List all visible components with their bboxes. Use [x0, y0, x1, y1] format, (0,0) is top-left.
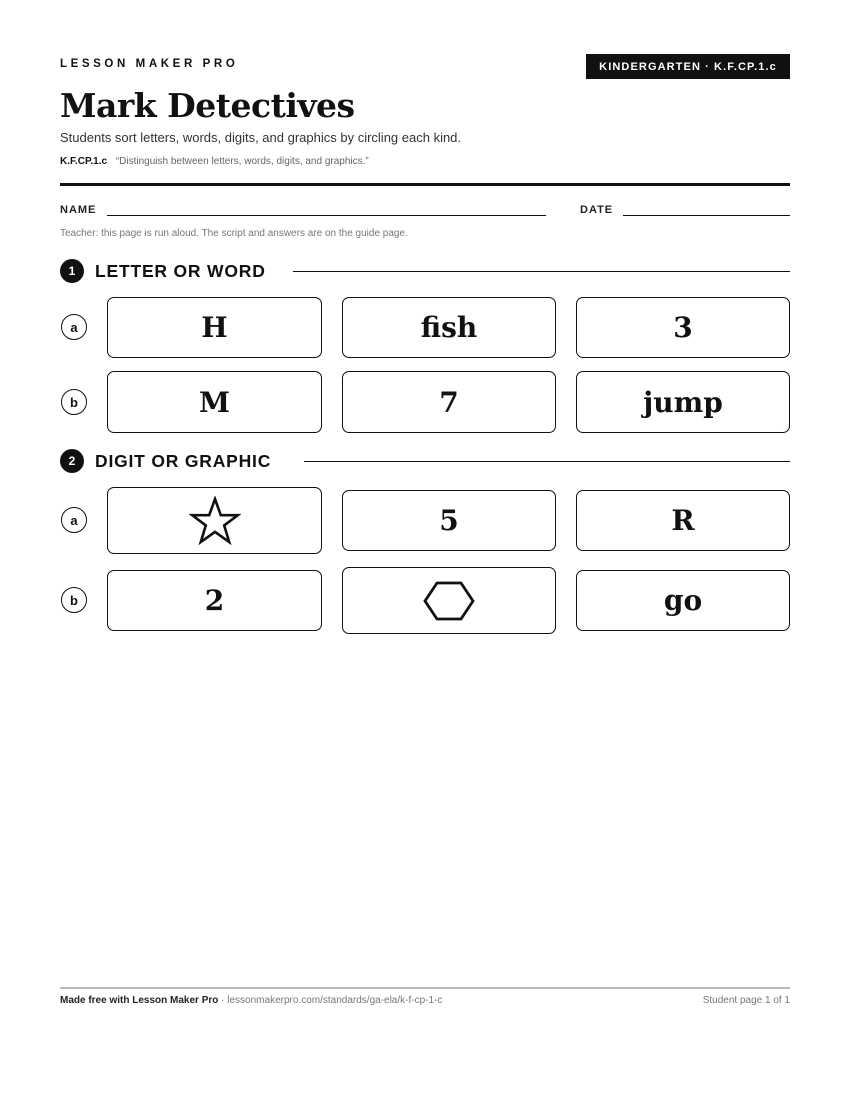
mark-card[interactable] — [342, 297, 556, 358]
standard-description: “Distinguish between letters, words, digits, and graphics.” — [115, 156, 369, 167]
mark-card[interactable] — [342, 567, 556, 634]
teacher-note: Teacher: this page is run aloud. The script and answers are on the guide page. — [60, 228, 408, 239]
grade-standard-badge: KINDERGARTEN · K.F.CP.1.c — [586, 54, 790, 79]
footer-credit — [60, 995, 442, 1006]
mark-card[interactable] — [107, 297, 322, 358]
section-title: DIGIT OR GRAPHIC — [95, 450, 272, 471]
name-label: NAME — [60, 204, 97, 216]
row-label-2b: b — [61, 587, 87, 613]
mark-card[interactable] — [576, 371, 790, 433]
header-divider — [60, 183, 790, 186]
star-icon — [189, 496, 241, 546]
footer-url: · lessonmakerpro.com/standards/ga-ela/k-f-cp-1-c — [218, 995, 443, 1006]
row-label-1a: a — [61, 314, 87, 340]
standard-code: K.F.CP.1.c — [60, 156, 108, 167]
card-mark-text: M — [199, 385, 230, 419]
footer-page-number: Student page 1 of 1 — [702, 995, 790, 1006]
card-mark-text: 5 — [439, 504, 459, 537]
section-2-rule — [304, 461, 790, 462]
card-mark-text: jump — [643, 385, 723, 419]
section-number: 2 — [60, 449, 84, 473]
hexagon-icon — [422, 580, 476, 622]
row-label-1b: b — [61, 389, 87, 415]
mark-card[interactable] — [342, 371, 556, 433]
section-number: 1 — [60, 259, 84, 283]
card-mark-text: 3 — [673, 311, 693, 344]
card-mark-text: H — [201, 311, 228, 344]
footer-divider — [60, 987, 790, 989]
page-subtitle: Students sort letters, words, digits, and graphics by circling each kind. — [60, 130, 462, 145]
mark-card[interactable] — [342, 490, 556, 551]
section-title: LETTER OR WORD — [95, 260, 266, 281]
card-mark-text: 2 — [204, 584, 225, 617]
date-field[interactable] — [623, 215, 790, 216]
brand-name: LESSON MAKER PRO — [60, 58, 239, 70]
section-1-rule — [293, 271, 790, 272]
footer-made-with: Made free with Lesson Maker Pro — [60, 995, 219, 1006]
row-label-2a: a — [61, 507, 87, 533]
card-mark-text: R — [671, 504, 695, 537]
name-field[interactable] — [107, 215, 546, 216]
mark-card[interactable] — [107, 570, 322, 631]
card-mark-text: fish — [420, 311, 478, 344]
mark-card[interactable] — [576, 490, 790, 551]
section-2-heading — [60, 449, 271, 473]
mark-card[interactable] — [576, 297, 790, 358]
mark-card[interactable] — [107, 487, 322, 554]
date-label: DATE — [580, 204, 614, 216]
page-title: Mark Detectives — [60, 86, 355, 125]
mark-card[interactable] — [576, 570, 790, 631]
standard-reference — [60, 156, 369, 167]
mark-card[interactable] — [107, 371, 322, 433]
card-mark-text: go — [663, 584, 703, 617]
section-1-heading — [60, 259, 266, 283]
card-mark-text: 7 — [439, 385, 459, 419]
